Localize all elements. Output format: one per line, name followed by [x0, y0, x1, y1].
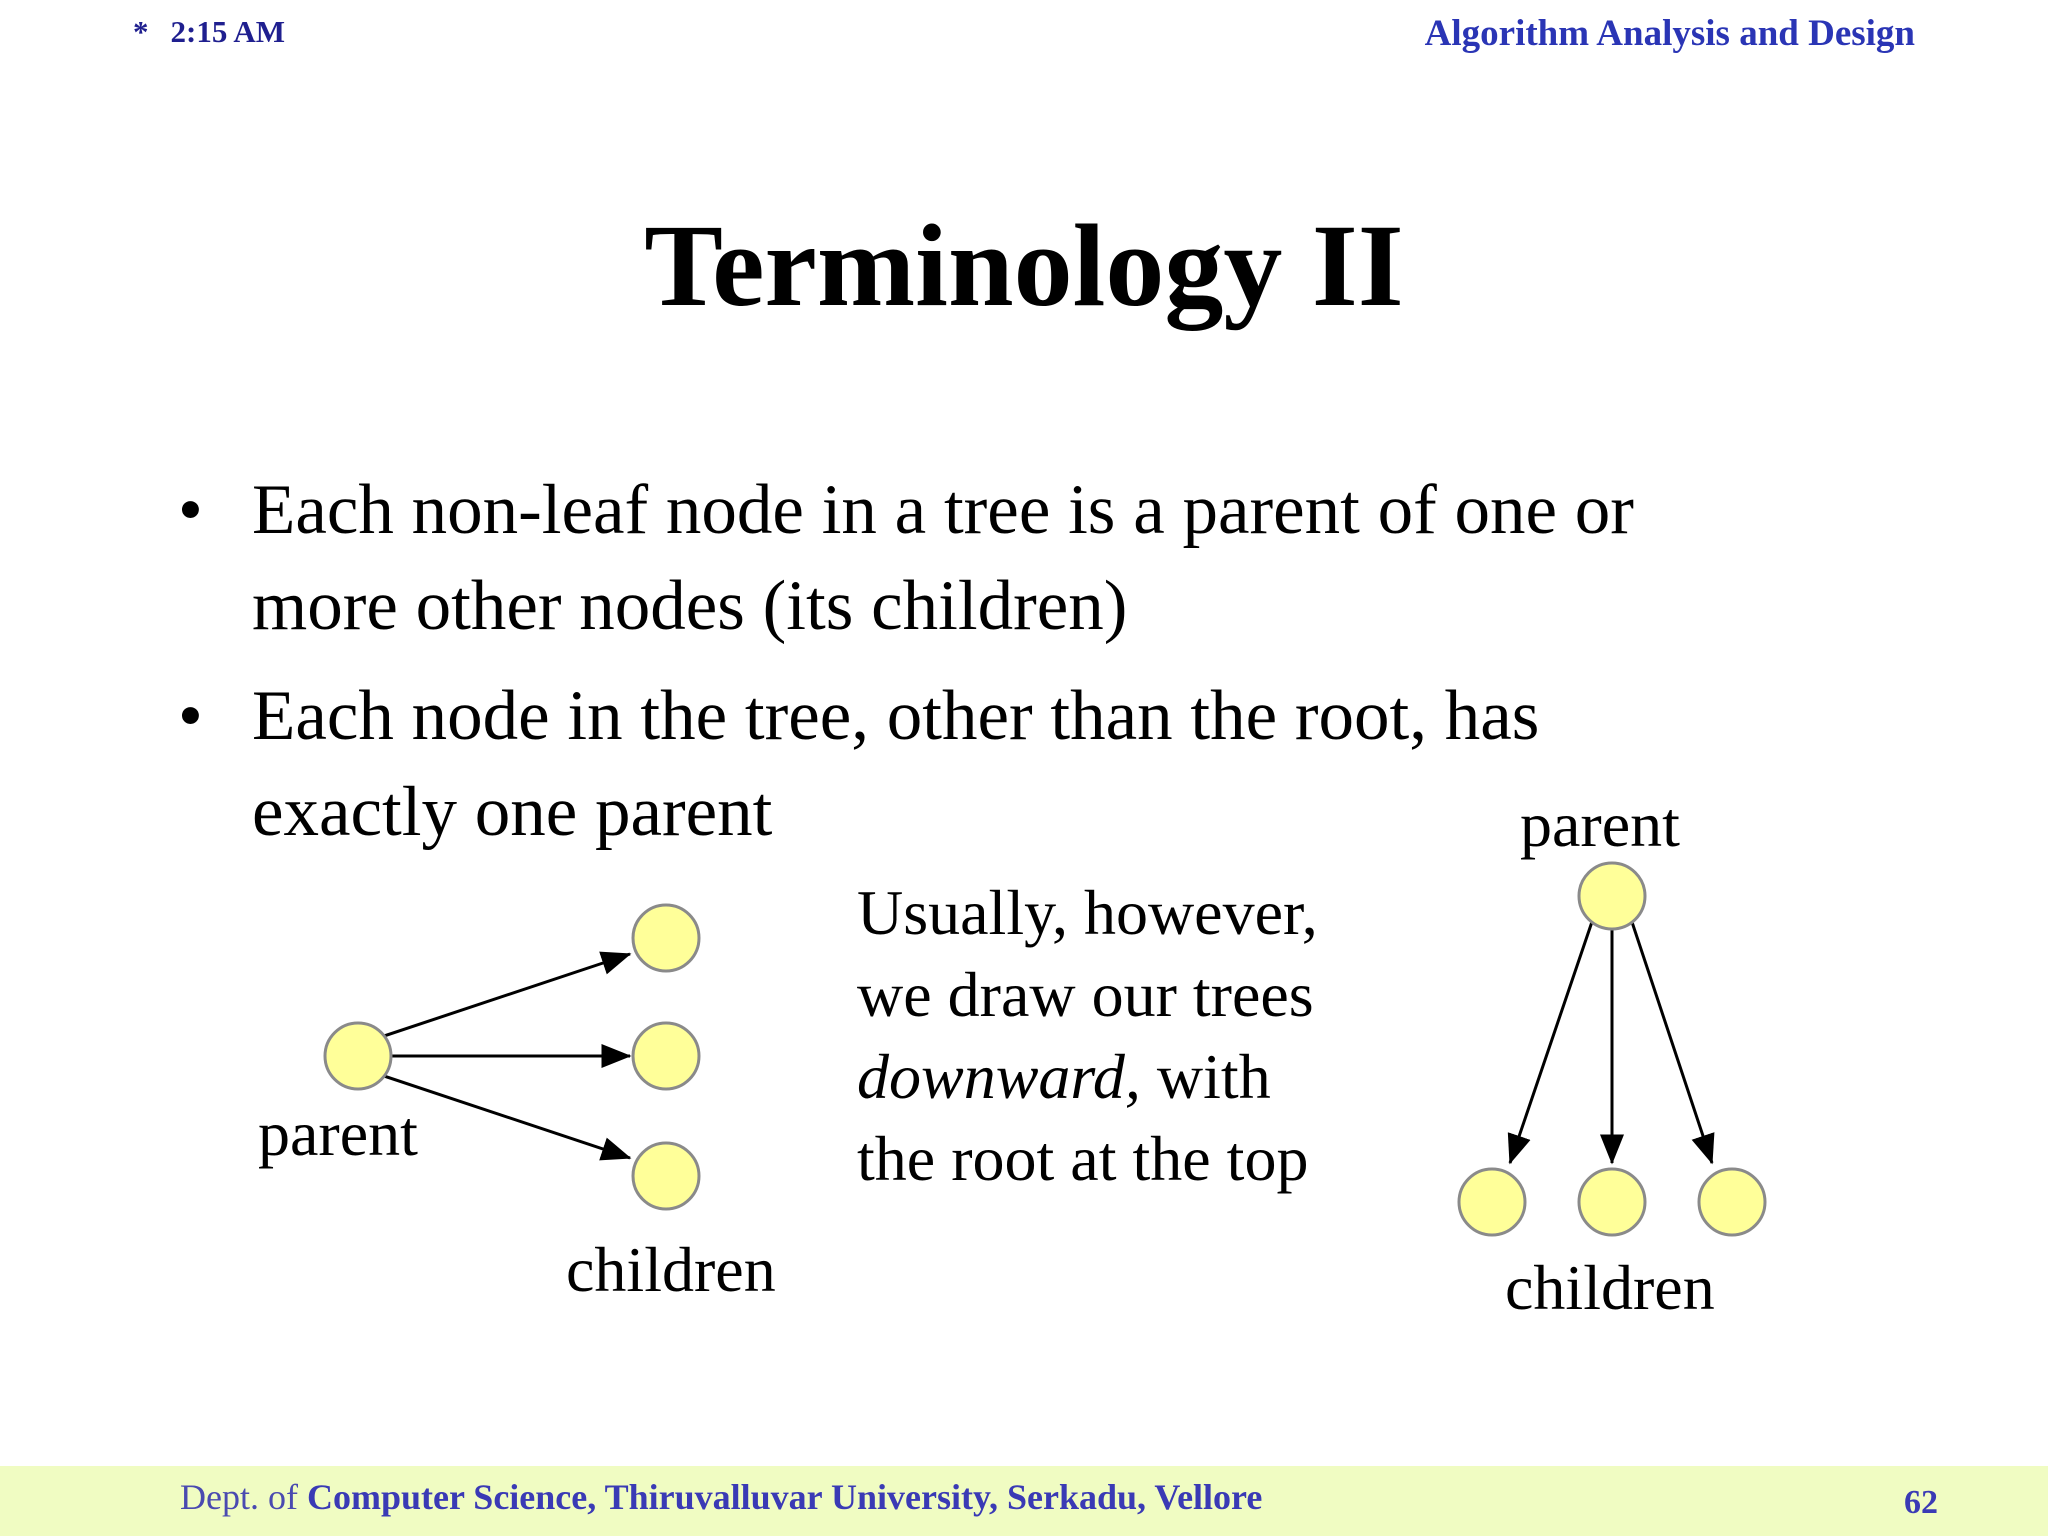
header-star: * — [133, 14, 149, 49]
footer-department — [180, 1476, 1262, 1518]
parent-node — [1579, 863, 1645, 929]
caption-line: Usually, however, — [857, 877, 1318, 948]
caption-line: we draw our trees — [857, 959, 1314, 1030]
child-node — [1459, 1169, 1525, 1235]
edge-arrow — [1510, 910, 1596, 1163]
child-node — [633, 1023, 699, 1089]
left-children-label: children — [566, 1234, 776, 1305]
header-time: 2:15 AM — [170, 14, 286, 49]
slide-title: Terminology II — [644, 200, 1404, 331]
bullet-marker: • — [178, 471, 203, 549]
child-node — [1699, 1169, 1765, 1235]
bullet-text-line: exactly one parent — [252, 773, 773, 851]
caption-line: the root at the top — [857, 1123, 1309, 1194]
footer-bar — [0, 1466, 2048, 1536]
footer-dept-name: Computer Science, Thiruvalluvar University, Serkadu, Vellore — [306, 1477, 1263, 1517]
edge-arrow — [378, 954, 630, 1038]
caption-line — [857, 1036, 1318, 1118]
caption-line-rest: with — [1140, 1041, 1271, 1112]
bullet-marker: • — [178, 677, 203, 755]
header-course-title: Algorithm Analysis and Design — [1424, 13, 1915, 54]
edge-arrow — [1628, 910, 1712, 1163]
tree-caption — [857, 872, 1318, 1200]
caption-emphasis: downward, — [857, 1041, 1141, 1112]
bullet-text-line: more other nodes (its children) — [252, 567, 1128, 645]
child-node — [1579, 1169, 1645, 1235]
page-number: 62 — [1904, 1484, 1938, 1521]
right-children-label: children — [1505, 1252, 1715, 1323]
child-node — [633, 1143, 699, 1209]
child-node — [633, 905, 699, 971]
bullet-text-line: Each non-leaf node in a tree is a parent of one or — [252, 471, 1634, 549]
right-parent-label: parent — [1520, 789, 1680, 860]
left-parent-label: parent — [258, 1098, 418, 1169]
parent-node — [325, 1023, 391, 1089]
bullet-text-line: Each node in the tree, other than the root, has — [252, 677, 1540, 755]
right-tree-edges — [1510, 910, 1712, 1163]
footer-dept-prefix: Dept. of — [180, 1477, 307, 1517]
